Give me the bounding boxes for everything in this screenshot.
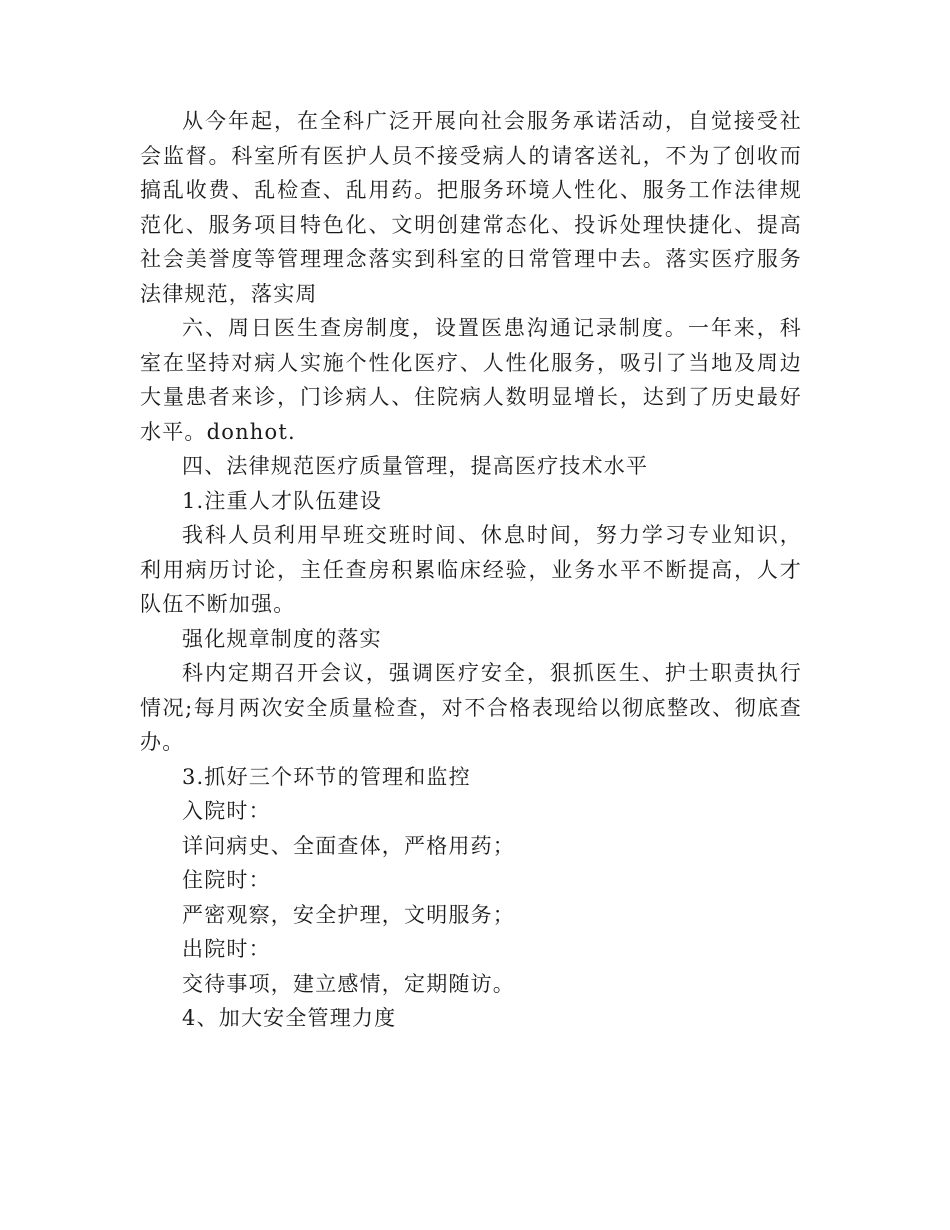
subheading-regulations: 强化规章制度的落实 bbox=[182, 626, 382, 651]
document-body bbox=[140, 104, 802, 1036]
text-discharge-steps: 交待事项，建立感情，定期随访。 bbox=[182, 971, 515, 996]
text-admission-steps: 详问病史、全面查体，严格用药； bbox=[182, 833, 515, 858]
text-hospitalization-steps: 严密观察，安全护理，文明服务； bbox=[182, 902, 515, 927]
section-heading-quality-management: 四、法律规范医疗质量管理，提高医疗技术水平 bbox=[182, 454, 649, 478]
paragraph-service-commitment: 从今年起，在全科广泛开展向社会服务承诺活动，自觉接受社会监督。科室所有医护人员不接受病人的请客送礼，不为了创收而搞乱收费、乱检查、乱用药。把服务环境人性化、服务工作法律规范化、服务项目特色化、文明创建常态化、投诉处理快捷化、提高社会美誉度等管理理念落实到科室的日常管理中去。落实医疗服务法律规范，落实周 bbox=[140, 109, 802, 306]
paragraph-safety-meetings: 科内定期召开会议，强调医疗安全，狠抓医生、护士职责执行情况;每月两次安全质量检查，对不合格表现给以彻底整改、彻底查办。 bbox=[140, 661, 802, 754]
label-admission: 入院时： bbox=[182, 799, 271, 823]
label-hospitalization: 住院时： bbox=[182, 868, 271, 892]
subheading-talent-team: 1.注重人才队伍建设 bbox=[182, 488, 383, 513]
paragraph-ward-rounds: 六、周日医生查房制度，设置医患沟通记录制度。一年来，科室在坚持对病人实施个性化医疗、人性化服务，吸引了当地及周边大量患者来诊，门诊病人、住院病人数明显增长，达到了历史最好水平。donhot. bbox=[140, 316, 802, 444]
label-discharge: 出院时： bbox=[182, 937, 271, 961]
subheading-safety-management: 4、加大安全管理力度 bbox=[182, 1006, 397, 1030]
subheading-three-stages: 3.抓好三个环节的管理和监控 bbox=[182, 764, 471, 789]
paragraph-staff-learning: 我科人员利用早班交班时间、休息时间，努力学习专业知识，利用病历讨论，主任查房积累临床经验，业务水平不断提高，人才队伍不断加强。 bbox=[140, 523, 802, 616]
